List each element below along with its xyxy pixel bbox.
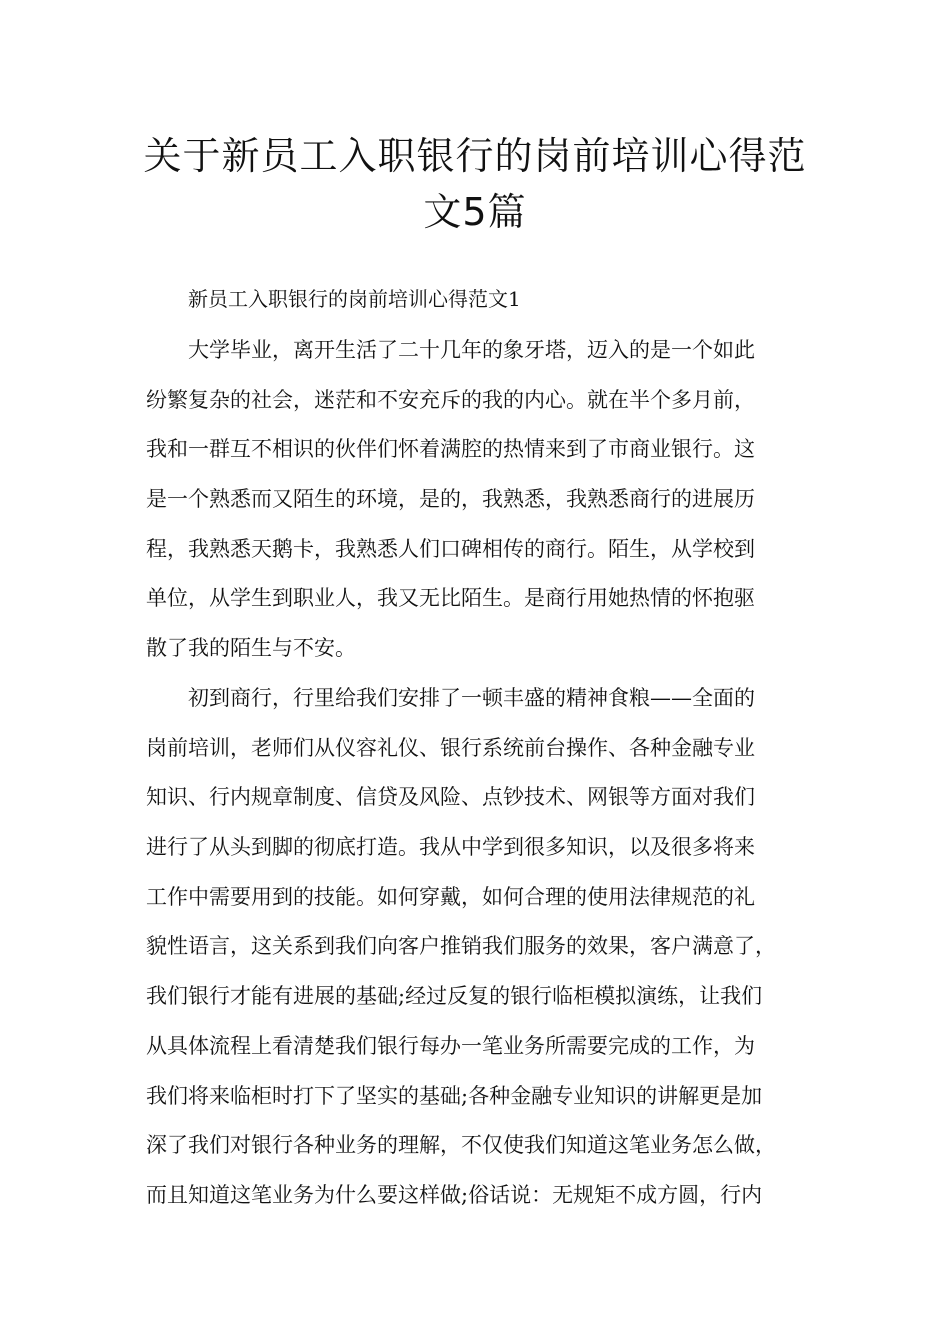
paragraph-line: 从具体流程上看清楚我们银行每办一笔业务所需要完成的工作，为 — [146, 1033, 755, 1058]
paragraph-line: 知识、行内规章制度、信贷及风险、点钞技术、网银等方面对我们 — [146, 785, 755, 810]
paragraph-line: 散了我的陌生与不安。 — [146, 636, 356, 661]
paragraph-line: 进行了从头到脚的彻底打造。我从中学到很多知识，以及很多将来 — [146, 835, 755, 860]
paragraph-line: 我们将来临柜时打下了坚实的基础;各种金融专业知识的讲解更是加 — [146, 1083, 763, 1108]
paragraph-line: 我和一群互不相识的伙伴们怀着满腔的热情来到了市商业银行。这 — [146, 437, 755, 462]
paragraph-line: 我们银行才能有进展的基础;经过反复的银行临柜模拟演练，让我们 — [146, 984, 763, 1009]
paragraph-line: 貌性语言，这关系到我们向客户推销我们服务的效果，客户满意了， — [146, 934, 776, 959]
paragraph-line: 深了我们对银行各种业务的理解，不仅使我们知道这笔业务怎么做， — [146, 1133, 776, 1158]
paragraph-line: 单位，从学生到职业人，我又无比陌生。是商行用她热情的怀抱驱 — [146, 586, 755, 611]
section-subheading: 新员工入职银行的岗前培训心得范文1 — [188, 287, 521, 311]
paragraph-line: 程，我熟悉天鹅卡，我熟悉人们口碑相传的商行。陌生，从学校到 — [146, 536, 755, 561]
paragraph-line: 而且知道这笔业务为什么要这样做;俗话说：无规矩不成方圆，行内 — [146, 1182, 763, 1207]
paragraph-line: 是一个熟悉而又陌生的环境，是的，我熟悉，我熟悉商行的进展历 — [146, 487, 755, 512]
title-line: 文5篇 — [423, 190, 527, 234]
paragraph-line: 岗前培训，老师们从仪容礼仪、银行系统前台操作、各种金融专业 — [146, 735, 755, 760]
paragraph-line: 大学毕业，离开生活了二十几年的象牙塔，迈入的是一个如此 — [188, 338, 755, 362]
paragraph-line: 初到商行，行里给我们安排了一顿丰盛的精神食粮——全面的 — [188, 686, 755, 710]
body-paragraph — [146, 683, 836, 1230]
document-title — [140, 128, 810, 240]
body-paragraph — [146, 335, 836, 683]
paragraph-line: 工作中需要用到的技能。如何穿戴，如何合理的使用法律规范的礼 — [146, 884, 755, 909]
title-line: 关于新员工入职银行的岗前培训心得范 — [143, 134, 807, 178]
paragraph-line: 纷繁复杂的社会，迷茫和不安充斥的我的内心。就在半个多月前， — [146, 387, 755, 412]
